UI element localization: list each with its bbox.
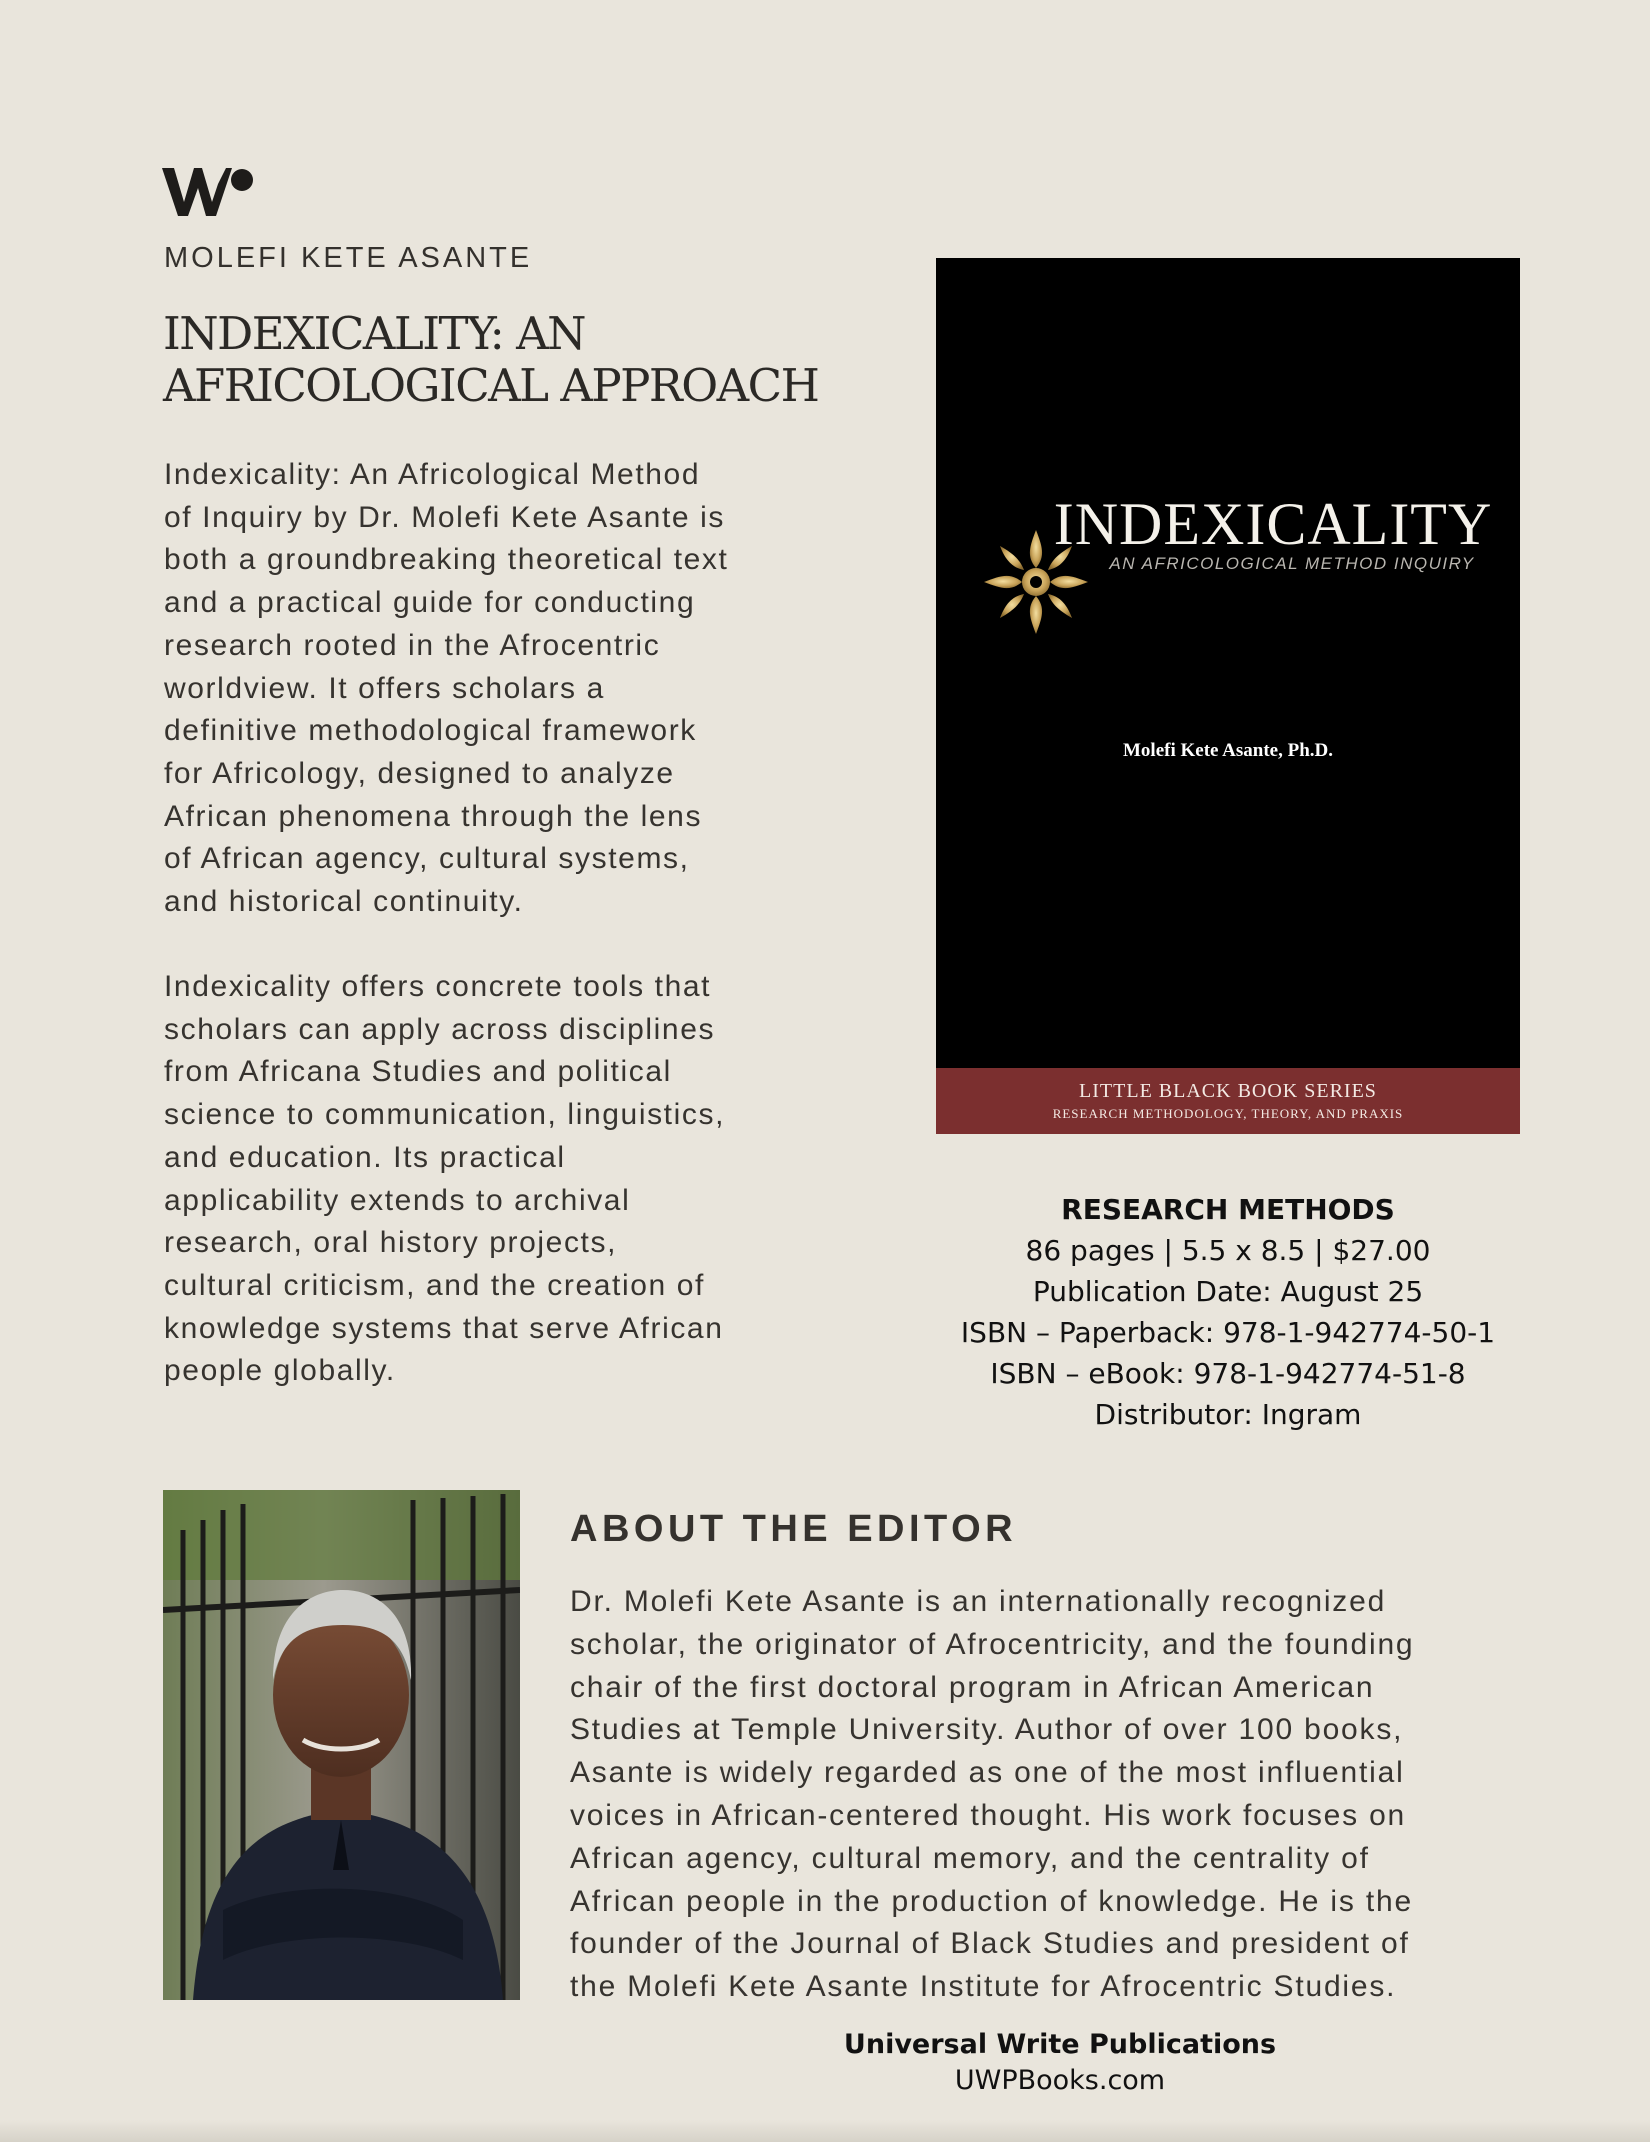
- book-details: [900, 1190, 1556, 1435]
- footer-website-link[interactable]: UWPBooks.com: [954, 2065, 1166, 2096]
- page-bottom-edge: [0, 2120, 1650, 2142]
- cover-series-title: LITTLE BLACK BOOK SERIES: [1079, 1080, 1377, 1102]
- cover-series-subtitle: RESEARCH METHODOLOGY, THEORY, AND PRAXIS: [1052, 1106, 1404, 1121]
- details-publication-date: Publication Date: August 25: [1032, 1275, 1424, 1308]
- book-cover: [936, 258, 1520, 1134]
- footer-publisher: Universal Write Publications: [843, 2029, 1277, 2060]
- cover-series-band: [936, 1068, 1520, 1134]
- uwp-logo-icon: [162, 162, 254, 218]
- book-title: INDEXICALITY: AN AFRICOLOGICAL APPROACH: [163, 307, 819, 412]
- description-paragraph-2: Indexicality offers concrete tools that scholars can apply across disciplines from Africana Studies and political science to communication, linguistics, and education. Its practical applicability extends to archival research, oral history projects, cultural criticism, and the creation of knowledge systems that serve African people globally.: [164, 970, 726, 1388]
- cover-title: INDEXICALITY: [1053, 491, 1493, 557]
- footer: [760, 2027, 1360, 2099]
- author-name: MOLEFI KETE ASANTE: [164, 242, 533, 274]
- about-heading: ABOUT THE EDITOR: [570, 1508, 1018, 1550]
- details-pages-size-price: 86 pages | 5.5 x 8.5 | $27.00: [1025, 1234, 1431, 1267]
- details-isbn-ebook: ISBN – eBook: 978-1-942774-51-8: [990, 1357, 1466, 1390]
- description-paragraph-1: Indexicality: An Africological Method of Inquiry by Dr. Molefi Kete Asante is both a groundbreaking theoretical text and a practical guide for conducting research rooted in the Afrocentric worldview. It offers scholars a definitive methodological framework for Africology, designed to analyze African phenomena through the lens of African agency, cultural systems, and historical continuity.: [164, 458, 729, 919]
- details-isbn-paperback: ISBN – Paperback: 978-1-942774-50-1: [960, 1316, 1496, 1349]
- details-distributor: Distributor: Ingram: [1094, 1398, 1362, 1431]
- about-text: Dr. Molefi Kete Asante is an internationally recognized scholar, the originator of Afrocentricity, and the founding chair of the first doctoral program in African American Studies at Temple University. Author of over 100 books, Asante is widely regarded as one of the most influential voices in African-centered thought. His work focuses on African agency, cultural memory, and the centrality of African people in the production of knowledge. He is the founder of the Journal of Black Studies and president of the Molefi Kete Asante Institute for Afrocentric Studies.: [570, 1585, 1415, 2004]
- editor-portrait-photo: [163, 1490, 520, 2000]
- details-heading: RESEARCH METHODS: [1061, 1193, 1395, 1226]
- cover-subtitle: AN AFRICOLOGICAL METHOD INQUIRY: [1109, 554, 1475, 573]
- cover-author: Molefi Kete Asante, Ph.D.: [1122, 740, 1333, 761]
